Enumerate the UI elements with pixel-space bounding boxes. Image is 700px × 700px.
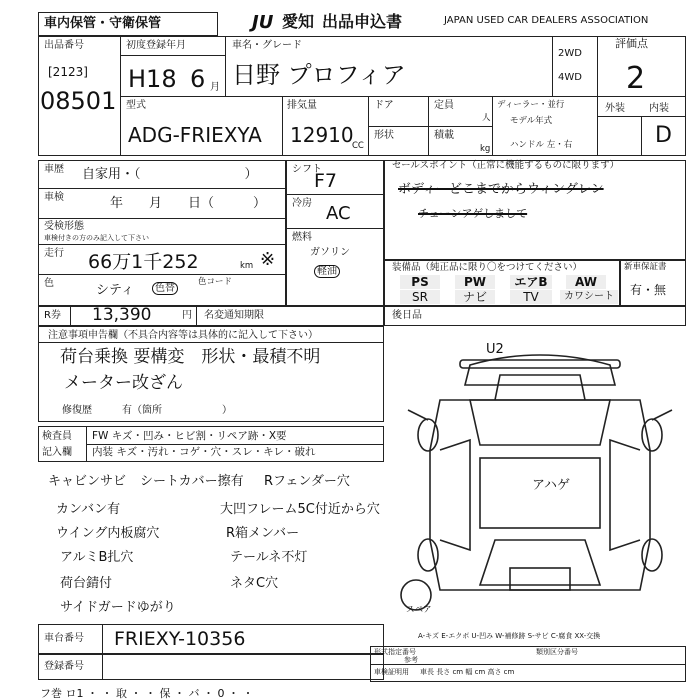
mileage-label: 走行 <box>44 248 64 259</box>
equip-pw: PW <box>455 275 495 289</box>
insp-note-3: Rフェンダー穴 <box>264 474 350 489</box>
cert-ref-label: 車検証明用 <box>374 668 409 676</box>
notes-label: 注意事項申告欄（不具合内容等は具体的に記入して下さい） <box>48 330 318 341</box>
cert-ref: 参考 <box>404 656 418 664</box>
registration-month-unit: 月 <box>210 82 220 93</box>
notes-line1: 荷台乗換 要構変 形状・最積不明 <box>60 347 321 367</box>
repair-label: 修復歴 <box>62 405 92 416</box>
after-label: 後日品 <box>392 310 422 321</box>
new-warranty-value: 有・無 <box>630 283 667 297</box>
history-label: 車歴 <box>44 164 64 175</box>
insp-note-2: シートカバー擦有 <box>140 474 244 489</box>
capacity-label: 定員 <box>434 100 454 111</box>
listing-number: 08501 <box>40 87 117 115</box>
new-warranty-label: 新車保証書 <box>624 262 667 272</box>
displacement-label: 排気量 <box>287 100 317 111</box>
diagram-top-mark: U2 <box>486 342 504 357</box>
mileage-value: 66万1千252 <box>88 251 199 273</box>
model-label: 車名・グレード <box>232 40 302 51</box>
model-year-label: モデル年式 <box>510 116 553 126</box>
registration-label: 初度登録年月 <box>126 40 186 51</box>
shift-label: シフト <box>292 164 322 175</box>
inspector-label1: 検査員 <box>42 431 72 442</box>
selling-points-line2: チェーンアゲしまして <box>418 207 528 220</box>
inspector-row2: 内装 キズ・汚れ・コゲ・穴・スレ・キレ・破れ <box>92 446 316 458</box>
r-ticket-unit: 円 <box>182 310 192 321</box>
insp-note-8: アルミB扎穴 <box>60 550 134 565</box>
shift-value: F7 <box>314 170 338 192</box>
listing-bracket: [2123] <box>48 65 88 79</box>
door-label: ドア <box>374 100 394 111</box>
fuel-label: 燃料 <box>292 232 312 243</box>
damage-legend: A-キズ E-エクボ U-凹み W-補修跡 S-サビ C-腐食 XX-交換 <box>418 632 601 640</box>
rating-int-grade: D <box>655 123 672 148</box>
spare-label: スペア <box>406 605 432 615</box>
load-label: 積載 <box>434 130 454 141</box>
cert-type-label: 類別区分番号 <box>536 648 578 656</box>
insp-note-10: 荷台錆付 <box>60 576 113 591</box>
ac-label: 冷房 <box>292 198 312 209</box>
equip-airbag: エアB <box>510 275 552 289</box>
color-change: 色替 <box>152 283 178 294</box>
ju-logo: JU <box>252 12 274 33</box>
equip-aw: AW <box>566 275 606 289</box>
r-ticket-label: R券 <box>44 310 61 321</box>
listing-label: 出品番号 <box>44 40 84 51</box>
chassis-value: FRIEXY-10356 <box>114 628 246 650</box>
equip-leather: カワシート <box>560 290 618 304</box>
registration-era: H18 <box>128 65 177 93</box>
color-label: 色 <box>44 278 54 289</box>
bottom-strip: フ巻 ロ1 ・ ・ 取 ・ ・ 保 ・ バ ・ 0 ・ ・ <box>40 687 254 700</box>
color-code-label: 色コード <box>198 277 233 287</box>
dealer-label: ディーラー・並行 <box>497 100 565 110</box>
selling-points-line1: ボディーどこまでからウィングレン <box>398 182 604 197</box>
color-value: シティ <box>96 283 134 298</box>
inspector-row1: FW キズ・凹み・ヒビ割・リペア跡・X要 <box>92 430 287 442</box>
insp-note-4: カンバン有 <box>56 502 121 517</box>
insp-note-7: R箱メンバー <box>226 526 300 541</box>
load-unit: kg <box>480 144 491 154</box>
mileage-mark: ※ <box>260 249 276 270</box>
equipment-label: 装備品（純正品に限り〇をつけてください） <box>392 262 583 273</box>
selling-points-label: セールスポイント（正常に機能するものに限ります） <box>392 160 620 171</box>
rating-score: 2 <box>626 61 646 96</box>
repair-value: 有（箇所 ） <box>122 405 232 416</box>
insp-note-11: ネタC穴 <box>230 576 279 591</box>
receipt-label: 受検形態 <box>44 221 84 232</box>
reg-number-box <box>38 654 384 680</box>
equip-sr: SR <box>400 290 440 304</box>
inspection-label: 車検 <box>44 192 64 203</box>
mileage-unit: km <box>240 261 254 271</box>
equip-tv: TV <box>510 290 552 304</box>
handle-label: ハンドル 左・右 <box>510 140 573 150</box>
recall-label: 名変通知期限 <box>204 310 264 321</box>
storage-label: 車内保管・守衛保管 <box>44 16 162 31</box>
registration-month: 6 <box>190 65 206 93</box>
fuel-selected: 軽油 <box>314 266 340 277</box>
r-ticket-value: 13,390 <box>92 305 152 325</box>
displacement-value: 12910 <box>290 123 354 147</box>
inspector-label2: 記入欄 <box>42 447 72 458</box>
inspection-value: 年 月 日（ ） <box>110 196 267 211</box>
receipt-note: 車検付きの方のみ記入して下さい <box>44 234 149 242</box>
insp-note-1: キャビンサビ <box>48 474 127 489</box>
org-english: JAPAN USED CAR DEALERS ASSOCIATION <box>444 15 649 26</box>
rating-ext-label: 外装 <box>605 103 625 114</box>
insp-note-5: 大凹フレーム5C付近から穴 <box>220 502 380 517</box>
model-name: 日野 プロフィア <box>232 61 406 89</box>
capacity-unit: 人 <box>482 113 491 123</box>
org-name: 愛知 <box>282 12 315 31</box>
rating-label: 評価点 <box>615 37 648 50</box>
ac-value: AC <box>326 203 351 224</box>
reg-number-label: 登録番号 <box>44 661 84 672</box>
history-value: 自家用・（ ） <box>82 167 258 182</box>
cert-label: 形式指定番号 <box>374 648 416 656</box>
cert-dims: 車長 長さ cm 幅 cm 高さ cm <box>420 668 515 676</box>
insp-note-9: テールネ不灯 <box>230 550 308 565</box>
chassis-label: 車台番号 <box>44 633 84 644</box>
notes-line2: メーター改ざん <box>64 373 183 393</box>
form-title: 出品申込書 <box>322 12 403 31</box>
insp-note-12: サイドガードゆがり <box>60 600 176 615</box>
diagram-body-mark: アハゲ <box>532 478 570 493</box>
equip-ps: PS <box>400 275 440 289</box>
equip-navi: ナビ <box>455 290 495 304</box>
type-value: ADG-FRIEXYA <box>128 123 262 147</box>
drive-4wd: 4WD <box>558 72 582 83</box>
insp-note-6: ウイング内板腐穴 <box>56 526 160 541</box>
after-box <box>384 306 686 326</box>
rating-int-label: 内装 <box>649 103 669 114</box>
shape-label: 形状 <box>374 130 394 141</box>
drive-2wd: 2WD <box>558 48 582 59</box>
displacement-unit: CC <box>352 141 364 151</box>
type-label: 型式 <box>126 100 146 111</box>
fuel-value: ガソリン <box>310 247 350 258</box>
